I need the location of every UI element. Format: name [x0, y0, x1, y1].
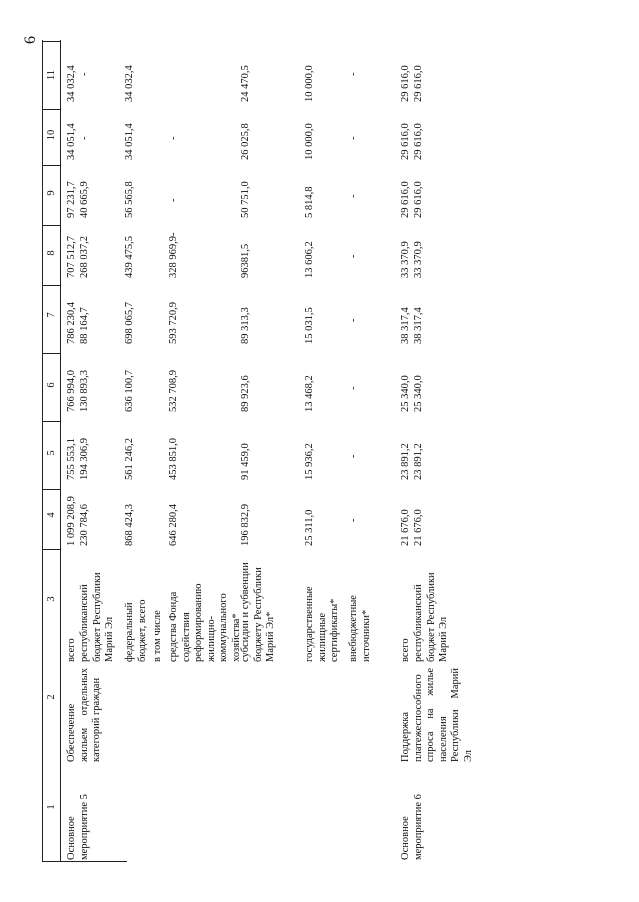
column-divider — [42, 285, 60, 286]
table-header-border — [60, 40, 61, 862]
value-cell: 636 100,7 — [124, 370, 135, 412]
value-cell: 13 468,2 — [304, 375, 315, 412]
column-header: 5 — [46, 450, 57, 456]
value-cell: 29 616,0 — [400, 65, 411, 102]
column-header: 10 — [46, 129, 57, 141]
column-header: 2 — [46, 694, 57, 700]
value-cell: 646 280,4 — [168, 504, 179, 546]
value-cell: 868 424,3 — [124, 504, 135, 546]
value-cell: 13 606,2 — [304, 241, 315, 278]
value-cell: 97 231,7 — [66, 181, 77, 218]
value-cell: 532 708,9 — [168, 370, 179, 412]
value-cell: 561 246,2 — [124, 438, 135, 480]
column-divider — [42, 489, 60, 490]
value-cell: 10 000,0 — [304, 123, 315, 160]
value-cell: 33 370,9 — [400, 241, 411, 278]
value-cell: 698 065,7 — [124, 302, 135, 344]
activity-description: Обеспечение жильем отдельных категорий граждан — [66, 668, 103, 762]
value-cell: - — [348, 254, 359, 258]
value-cell: 25 340,0 — [400, 375, 411, 412]
value-cell: 29 616,0 — [413, 65, 424, 102]
column-header: 6 — [46, 382, 57, 388]
column-divider — [42, 165, 60, 166]
value-cell: - — [348, 386, 359, 390]
column-divider — [42, 353, 60, 354]
value-cell: 786 230,4 — [66, 302, 77, 344]
funding-source: государственные жилищные сертификаты* — [304, 586, 341, 662]
column-header: 3 — [46, 596, 57, 602]
value-cell: - — [348, 318, 359, 322]
value-cell: 34 051,4 — [66, 123, 77, 160]
value-cell: 34 032,4 — [66, 65, 77, 102]
funding-source: федеральный бюджет, всего — [124, 599, 148, 662]
value-cell: 15 031,5 — [304, 307, 315, 344]
value-cell: 91 459,0 — [240, 443, 251, 480]
value-cell: 29 616,0 — [413, 181, 424, 218]
value-cell: 25 311,0 — [304, 509, 315, 546]
funding-source: средства Фонда содействия реформированию жилищно-коммунального хозяйства* — [168, 583, 242, 662]
column-divider — [42, 109, 60, 110]
value-cell: 23 891,2 — [413, 443, 424, 480]
value-cell: 130 893,3 — [79, 370, 90, 412]
activity-name: Основное мероприятие 5 — [66, 794, 90, 860]
value-cell: - — [348, 454, 359, 458]
value-cell: - — [168, 198, 179, 202]
value-cell: - — [79, 136, 90, 140]
value-cell: 40 665,9 — [79, 181, 90, 218]
value-cell: - — [79, 72, 90, 76]
column-header: 1 — [46, 804, 57, 810]
column-header: 8 — [46, 250, 57, 256]
column-divider — [42, 225, 60, 226]
value-cell: 23 891,2 — [400, 443, 411, 480]
value-cell: 38 317,4 — [400, 307, 411, 344]
value-cell: - — [348, 194, 359, 198]
value-cell: 5 814,8 — [304, 186, 315, 218]
value-cell: 453 851,0 — [168, 438, 179, 480]
value-cell: 268 037,2 — [79, 236, 90, 278]
value-cell: - — [348, 518, 359, 522]
value-cell: 24 470,5 — [240, 65, 251, 102]
value-cell: 26 025,8 — [240, 123, 251, 160]
value-cell: 10 000,0 — [304, 65, 315, 102]
table-top-border — [42, 40, 43, 862]
value-cell: 89 313,3 — [240, 307, 251, 344]
value-cell: 1 099 208,9 — [66, 496, 77, 546]
value-cell: 25 340,0 — [413, 375, 424, 412]
value-cell: 33 370,9 — [413, 241, 424, 278]
value-cell: 755 553,1 — [66, 438, 77, 480]
column-header: 7 — [46, 312, 57, 318]
funding-source: всего — [400, 638, 411, 662]
value-cell: 29 616,0 — [413, 123, 424, 160]
value-cell: 230 784,6 — [79, 504, 90, 546]
value-cell: 21 676,0 — [413, 509, 424, 546]
funding-source: субсидии и субвенции бюджету Республики Марий Эл* — [240, 562, 277, 662]
value-cell: 29 616,0 — [400, 123, 411, 160]
column-divider — [42, 861, 60, 862]
funding-source: всего — [66, 638, 77, 662]
value-cell: 34 051,4 — [124, 123, 135, 160]
column-header: 9 — [46, 190, 57, 196]
column-divider — [42, 421, 60, 422]
column-header: 11 — [46, 69, 57, 81]
value-cell: 593 720,9 — [168, 302, 179, 344]
value-cell: 766 994,0 — [66, 370, 77, 412]
value-cell: 96381,5 — [240, 243, 251, 278]
value-cell: 89 923,6 — [240, 375, 251, 412]
value-cell: 21 676,0 — [400, 509, 411, 546]
value-cell: 50 751,0 — [240, 181, 251, 218]
value-cell: - — [348, 72, 359, 76]
value-cell: 15 936,2 — [304, 443, 315, 480]
value-cell: 439 475,5 — [124, 236, 135, 278]
column-header: 4 — [46, 512, 57, 518]
value-cell: 38 317,4 — [413, 307, 424, 344]
value-cell: 707 512,7 — [66, 236, 77, 278]
value-cell: 56 565,8 — [124, 181, 135, 218]
activity-description: Поддержка платежеспособного спроса на жилье населения Республики Марий Эл — [400, 668, 474, 762]
funding-source: в том числе — [152, 610, 163, 662]
value-cell: - — [168, 136, 179, 140]
funding-source: республиканский бюджет Республики Марий Эл — [413, 572, 450, 662]
value-cell: 34 032,4 — [124, 65, 135, 102]
value-cell: 29 616,0 — [400, 181, 411, 218]
activity-name: Основное мероприятие 6 — [400, 794, 424, 860]
page-number: 6 — [22, 36, 39, 44]
value-cell: - — [348, 136, 359, 140]
column-divider — [42, 41, 60, 42]
value-cell: 194 306,9 — [79, 438, 90, 480]
value-cell: 328 969,9- — [168, 232, 179, 278]
column-divider — [42, 549, 60, 550]
value-cell: 196 832,9 — [240, 504, 251, 546]
funding-source: внебюджетные источники* — [348, 595, 372, 662]
funding-source: республиканский бюджет Республики Марий Эл — [79, 572, 116, 662]
value-cell: 88 164,7 — [79, 307, 90, 344]
